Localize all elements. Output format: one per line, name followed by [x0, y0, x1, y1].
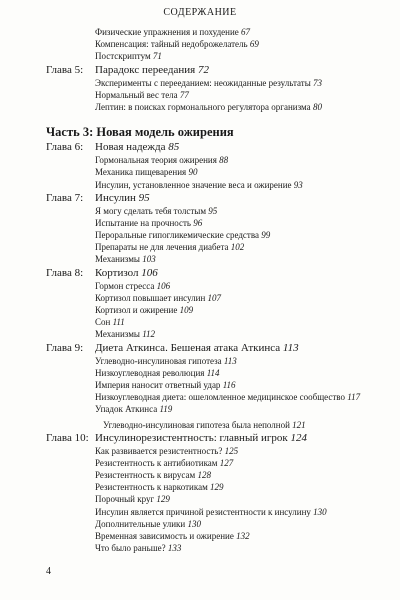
toc-text: Порочный круг [95, 494, 155, 505]
toc-entry [0, 280, 400, 292]
entry-title [95, 217, 202, 229]
table-of-contents [0, 26, 400, 554]
entry-title [95, 506, 327, 518]
entry-title [95, 38, 259, 50]
toc-entry [0, 292, 400, 304]
toc-entry [0, 542, 400, 554]
toc-page-number: 133 [167, 543, 182, 554]
toc-text: Низкоуглеводная революция [95, 367, 205, 378]
toc-entry [0, 89, 400, 101]
toc-text: Эксперименты с перееданием: неожиданные результаты [95, 77, 311, 88]
toc-text: Инсулин является причиной резистентности к инсулину [95, 506, 311, 517]
entry-title [95, 542, 181, 554]
toc-text: Диета Аткинса. Бешеная атака Аткинса [95, 341, 281, 354]
toc-page-number: 129 [156, 494, 170, 505]
toc-part-heading [0, 124, 400, 140]
toc-text: Парадокс переедания [95, 63, 196, 76]
toc-page-number: 85 [168, 141, 180, 154]
chapter-label: Глава 5: [46, 63, 84, 76]
toc-entry [0, 179, 400, 191]
toc-entry [0, 506, 400, 518]
toc-text: Я могу сделать тебя толстым [95, 205, 207, 216]
toc-text: Пероральные гипогликемические средства [95, 230, 259, 241]
toc-entry [0, 419, 400, 431]
toc-entry [0, 304, 400, 316]
toc-text: Углеводно-инсулиновая гипотеза [95, 355, 222, 366]
toc-text: Инсулин [95, 191, 136, 204]
entry-title [95, 493, 170, 505]
toc-text: Резистентность к наркотикам [95, 482, 208, 493]
toc-page-number: 72 [197, 63, 209, 76]
toc-chapter-row [0, 140, 400, 154]
entry-title [95, 379, 236, 391]
chapter-label: Глава 10: [46, 431, 89, 444]
toc-page-number: 88 [219, 155, 229, 166]
toc-text: Как развивается резистентность? [95, 445, 223, 456]
toc-page-number: 130 [187, 518, 201, 529]
toc-chapter-row [0, 63, 400, 77]
toc-page-number: 106 [141, 266, 158, 279]
toc-page-number: 125 [224, 445, 239, 456]
toc-entry [0, 367, 400, 379]
toc-text: Сон [95, 317, 111, 328]
toc-page-number: 69 [249, 39, 259, 50]
toc-page-number: 128 [197, 470, 211, 481]
toc-page-number: 129 [210, 482, 224, 493]
toc-page-number: 109 [179, 305, 194, 315]
entry-title [95, 241, 244, 253]
entry-title [95, 229, 270, 241]
toc-entry [0, 50, 400, 62]
toc-page-number: 73 [313, 77, 323, 88]
toc-page-number: 114 [206, 367, 220, 378]
toc-page-number: 130 [313, 506, 327, 517]
toc-text: Механизмы [95, 254, 140, 265]
entry-title [95, 280, 170, 292]
toc-text: Лептин: в поисках гормонального регулятора организма [95, 101, 311, 112]
entry-title [95, 328, 155, 340]
toc-text: Углеводно-инсулиновая гипотеза была неполной [103, 419, 290, 430]
toc-text: Гормональная теория ожирения [95, 155, 217, 166]
entry-title [95, 253, 156, 265]
toc-text: Резистентность к вирусам [95, 470, 196, 481]
toc-page-number: 67 [241, 27, 251, 37]
toc-text: Империя наносит ответный удар [95, 379, 221, 390]
entry-title [95, 445, 238, 457]
toc-page-number: 112 [142, 329, 156, 340]
chapter-label: Глава 8: [46, 266, 84, 279]
entry-title [95, 367, 220, 379]
toc-entry [0, 229, 400, 241]
entry-title [95, 179, 303, 191]
entry-title [95, 205, 217, 217]
entry-title [95, 457, 233, 469]
toc-text: Механизмы [95, 329, 140, 340]
entry-title [95, 481, 224, 493]
toc-text: Новая надежда [95, 141, 166, 154]
toc-text: Механика пищеварения [95, 167, 187, 178]
entry-title [95, 355, 237, 367]
entry-title [95, 26, 250, 38]
toc-page-number: 102 [230, 242, 245, 253]
toc-page-number: 107 [207, 292, 222, 303]
entry-title [95, 154, 228, 166]
part-title [46, 124, 234, 140]
chapter-label: Глава 7: [46, 191, 84, 204]
entry-title [95, 518, 201, 530]
chapter-title [95, 266, 158, 280]
toc-page-number: 106 [156, 280, 171, 291]
toc-chapter-row [0, 191, 400, 205]
toc-entry [0, 205, 400, 217]
chapter-title [95, 191, 150, 205]
toc-page-number: 132 [236, 531, 250, 541]
toc-entry [0, 518, 400, 530]
toc-entry [0, 217, 400, 229]
toc-text: Инсулинорезистентность: главный игрок [95, 431, 288, 444]
chapter-title [95, 341, 299, 355]
toc-page-number: 90 [188, 167, 198, 178]
toc-page-number: 93 [293, 179, 303, 190]
toc-entry [0, 253, 400, 265]
toc-entry [0, 457, 400, 469]
toc-text: Постскриптум [95, 51, 151, 62]
toc-entry [0, 316, 400, 328]
toc-page-number: 95 [208, 205, 218, 216]
toc-text: Дополнительные улики [95, 518, 186, 529]
toc-entry [0, 379, 400, 391]
entry-title [95, 89, 189, 101]
toc-chapter-row [0, 431, 400, 445]
entry-title [95, 50, 162, 62]
toc-text: Что было раньше? [95, 543, 166, 554]
toc-text: Низкоуглеводная диета: ошеломленное медицинское сообщество [95, 392, 345, 403]
toc-text: Физические упражнения и похудение [95, 27, 239, 37]
toc-chapter-row [0, 341, 400, 355]
toc-page-number: 127 [219, 457, 234, 468]
toc-entry [0, 403, 400, 415]
toc-text: Кортизол повышает инсулин [95, 292, 206, 303]
entry-title [95, 316, 125, 328]
toc-text: Часть 3: Новая модель ожирения [46, 125, 234, 140]
chapter-title [95, 140, 179, 154]
chapter-title [95, 63, 209, 77]
toc-text: Кортизол [95, 266, 139, 279]
toc-entry [0, 38, 400, 50]
toc-page-number: 71 [152, 51, 162, 62]
toc-text: Инсулин, установленное значение веса и ожирение [95, 179, 292, 190]
toc-text: Препараты не для лечения диабета [95, 242, 229, 253]
toc-entry [0, 26, 400, 38]
toc-page-number: 116 [222, 379, 236, 390]
toc-page-number: 99 [261, 230, 271, 241]
toc-entry [0, 101, 400, 113]
toc-entry [0, 493, 400, 505]
toc-page-number: 113 [282, 341, 299, 354]
entry-title [95, 403, 172, 415]
toc-page-number: 96 [193, 217, 203, 228]
toc-page-number: 111 [112, 317, 125, 328]
toc-text: Упадок Аткинса [95, 404, 158, 415]
toc-page-number: 124 [290, 431, 307, 444]
toc-page-number: 119 [159, 404, 173, 415]
spacer [0, 113, 400, 124]
toc-text: Испытание на прочность [95, 217, 192, 228]
entry-title [95, 391, 360, 403]
chapter-title [95, 431, 307, 445]
toc-entry [0, 328, 400, 340]
toc-text: Нормальный вес тела [95, 89, 178, 100]
toc-entry [0, 77, 400, 89]
toc-text: Гормон стресса [95, 280, 155, 291]
toc-entry [0, 355, 400, 367]
toc-entry [0, 481, 400, 493]
page-number: 4 [46, 566, 51, 577]
entry-title [103, 419, 306, 431]
entry-title [95, 469, 211, 481]
toc-entry [0, 445, 400, 457]
toc-chapter-row [0, 266, 400, 280]
toc-entry [0, 241, 400, 253]
toc-entry [0, 391, 400, 403]
toc-page-number: 117 [347, 392, 361, 403]
toc-entry [0, 166, 400, 178]
toc-page-number: 77 [179, 89, 189, 100]
toc-entry [0, 469, 400, 481]
toc-text: Временная зависимость и ожирение [95, 531, 234, 541]
toc-page-number: 121 [292, 419, 306, 430]
entry-title [95, 77, 322, 89]
toc-page-number: 80 [312, 101, 322, 112]
entry-title [95, 166, 197, 178]
entry-title [95, 530, 250, 542]
toc-entry [0, 530, 400, 542]
chapter-label: Глава 9: [46, 341, 84, 354]
entry-title [95, 304, 193, 316]
entry-title [95, 292, 221, 304]
toc-text: Резистентность к антибиотикам [95, 457, 218, 468]
running-header: СОДЕРЖАНИЕ [163, 7, 237, 18]
toc-page-number: 113 [223, 355, 237, 366]
entry-title [95, 101, 322, 113]
toc-text: Компенсация: тайный недоброжелатель [95, 39, 248, 50]
toc-page-number: 95 [138, 191, 150, 204]
toc-page-number: 103 [142, 254, 156, 265]
toc-text: Кортизол и ожирение [95, 305, 178, 315]
chapter-label: Глава 6: [46, 141, 84, 154]
toc-entry [0, 154, 400, 166]
